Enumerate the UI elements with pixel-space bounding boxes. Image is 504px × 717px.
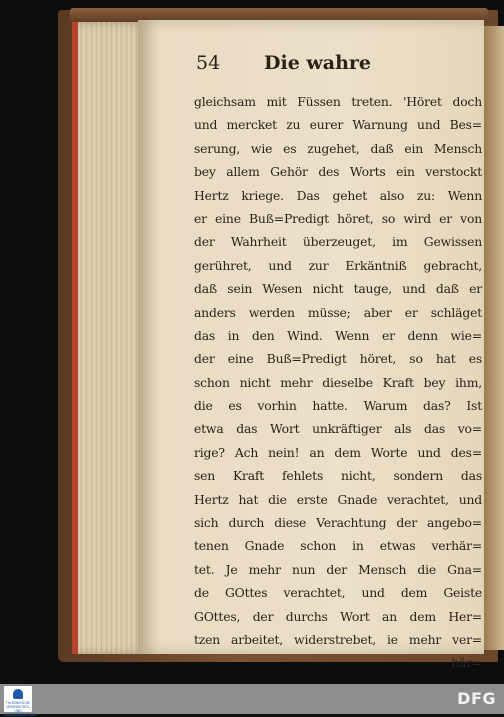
body-text <box>194 90 482 675</box>
text-line: die es vorhin hatte. Warum das? Ist <box>194 398 482 414</box>
page-edges <box>72 22 148 654</box>
library-emblem-icon <box>13 689 23 699</box>
text-line: und mercket zu eurer Warnung und Bes= <box>194 117 482 133</box>
text-line: GOttes, der durchs Wort an dem Her= <box>194 608 482 624</box>
text-line: er eine Buß=Predigt höret, so wird er von <box>194 210 482 226</box>
text-line: der eine Buß=Predigt höret, so hat es <box>194 351 482 367</box>
text-line: Hertz kriege. Das gehet also zu: Wenn <box>194 187 482 203</box>
text-line: de GOttes verachtet, und dem Geiste <box>194 585 482 601</box>
text-line: das in den Wind. Wenn er denn wie= <box>194 327 482 343</box>
text-line: schon nicht mehr dieselbe Kraft bey ihm, <box>194 374 482 390</box>
dfg-logo[interactable]: DFG <box>457 689 496 708</box>
footer-bar <box>0 684 504 717</box>
text-line: der Wahrheit überzeuget, im Gewissen <box>194 234 482 250</box>
text-line: Hertz hat die erste Gnade verachtet, und <box>194 491 482 507</box>
text-line: bey allem Gehör des Worts ein verstockt <box>194 164 482 180</box>
facing-page-edge <box>484 26 504 650</box>
text-line: här= <box>451 655 482 671</box>
page-header <box>196 52 486 76</box>
text-line: gerühret, und zur Erkäntniß gebracht, <box>194 257 482 273</box>
library-logo-icon[interactable] <box>4 686 36 717</box>
text-line: tzen arbeitet, widerstrebet, ie mehr ver= <box>194 631 482 647</box>
text-line: serung, wie es zugehet, daß ein Mensch <box>194 140 482 156</box>
text-line: etwa das Wort unkräftiger als das vo= <box>194 421 482 437</box>
text-line: gleichsam mit Füssen treten. 'Höret doch <box>194 94 482 109</box>
text-line: rige? Ach nein! an dem Worte und des= <box>194 444 482 460</box>
text-line: sich durch diese Verachtung der angebo= <box>194 515 482 531</box>
library-logo-text: THÜRINGISCHE UNIVERSITÄTS- UND LANDESBIBLIOTHEK <box>4 701 36 717</box>
text-line: tet. Je mehr nun der Mensch die Gna= <box>194 561 482 577</box>
page-number: 54 <box>196 52 221 74</box>
text-line: tenen Gnade schon in etwas verhär= <box>194 538 482 554</box>
running-title: Die wahre <box>264 52 371 74</box>
text-line: daß sein Wesen nicht tauge, und daß er <box>194 281 482 297</box>
text-line: sen Kraft fehlets nicht, sondern das <box>194 468 482 484</box>
text-line: anders werden müsse; aber er schläget <box>194 304 482 320</box>
